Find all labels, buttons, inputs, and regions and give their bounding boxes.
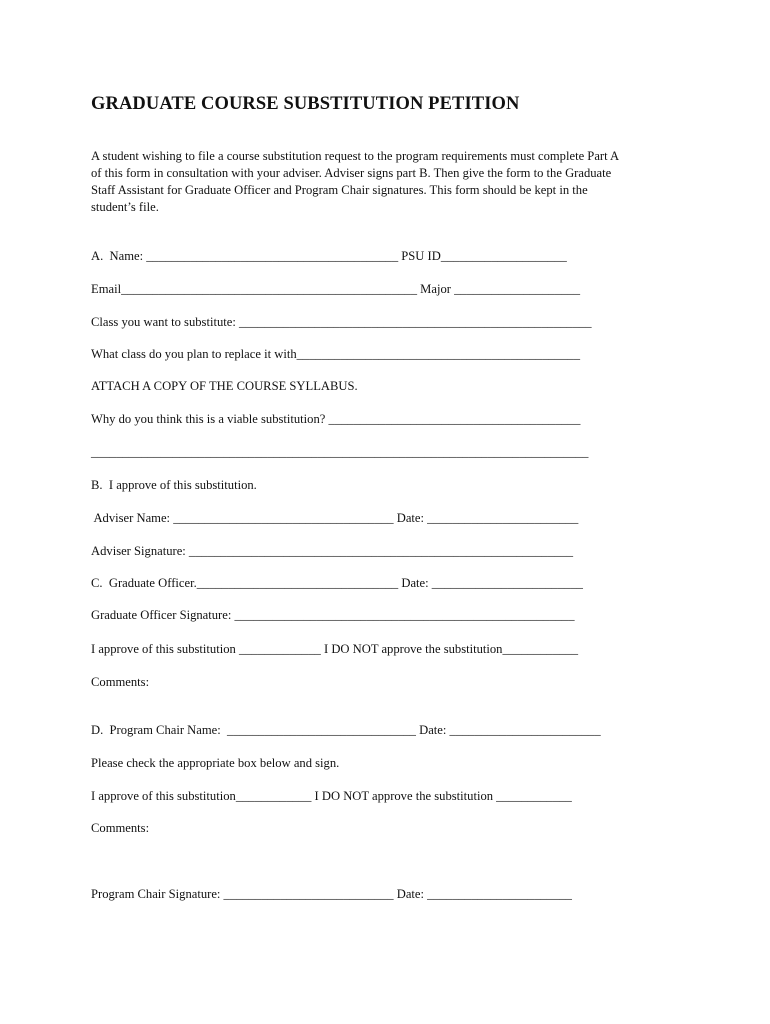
intro-line: A student wishing to file a course substitution request to the program requirements must complete Part A (91, 149, 620, 163)
program-chair-approval-line[interactable]: I approve of this substitution____________ I DO NOT approve the substitution ____________ (91, 789, 572, 803)
replacement-class-field-line[interactable]: What class do you plan to replace it with_____________________________________________ (91, 347, 580, 361)
adviser-name-date-field-line[interactable]: Adviser Name: ___________________________________ Date: ________________________ (91, 511, 579, 525)
name-psu-id-field-line[interactable]: A. Name: ________________________________________ PSU ID____________________ (91, 249, 567, 263)
graduate-officer-signature-field-line[interactable]: Graduate Officer Signature: ______________________________________________________ (91, 608, 575, 622)
graduate-officer-comments-label: Comments: (91, 675, 150, 689)
attach-syllabus-instruction: ATTACH A COPY OF THE COURSE SYLLABUS. (91, 379, 358, 393)
form-title: GRADUATE COURSE SUBSTITUTION PETITION (91, 94, 520, 114)
intro-line: of this form in consultation with your adviser. Adviser signs part B. Then give the form to the Graduate (91, 166, 612, 180)
viable-substitution-field-line[interactable]: Why do you think this is a viable substitution? ________________________________________ (91, 412, 581, 426)
graduate-officer-approval-line[interactable]: I approve of this substitution _____________ I DO NOT approve the substitution____________ (91, 642, 579, 656)
intro-line: student’s file. (91, 200, 159, 214)
graduate-officer-date-field-line[interactable]: C. Graduate Officer.________________________________ Date: ________________________ (91, 576, 583, 590)
viable-substitution-continuation-line[interactable]: _______________________________________________________________________________ (91, 445, 589, 459)
class-to-substitute-field-line[interactable]: Class you want to substitute: ________________________________________________________ (91, 315, 592, 329)
adviser-approval-statement: B. I approve of this substitution. (91, 478, 257, 492)
program-chair-name-date-field-line[interactable]: D. Program Chair Name: ______________________________ Date: ________________________ (91, 723, 601, 737)
program-chair-signature-date-field-line[interactable]: Program Chair Signature: ___________________________ Date: _______________________ (91, 887, 572, 901)
check-box-instruction: Please check the appropriate box below and sign. (91, 756, 340, 770)
intro-paragraph (91, 148, 691, 216)
program-chair-comments-label: Comments: (91, 821, 150, 835)
intro-line: Staff Assistant for Graduate Officer and Program Chair signatures. This form should be kept in the (91, 183, 588, 197)
adviser-signature-field-line[interactable]: Adviser Signature: _____________________________________________________________ (91, 544, 574, 558)
email-major-field-line[interactable]: Email_______________________________________________ Major ____________________ (91, 282, 581, 296)
